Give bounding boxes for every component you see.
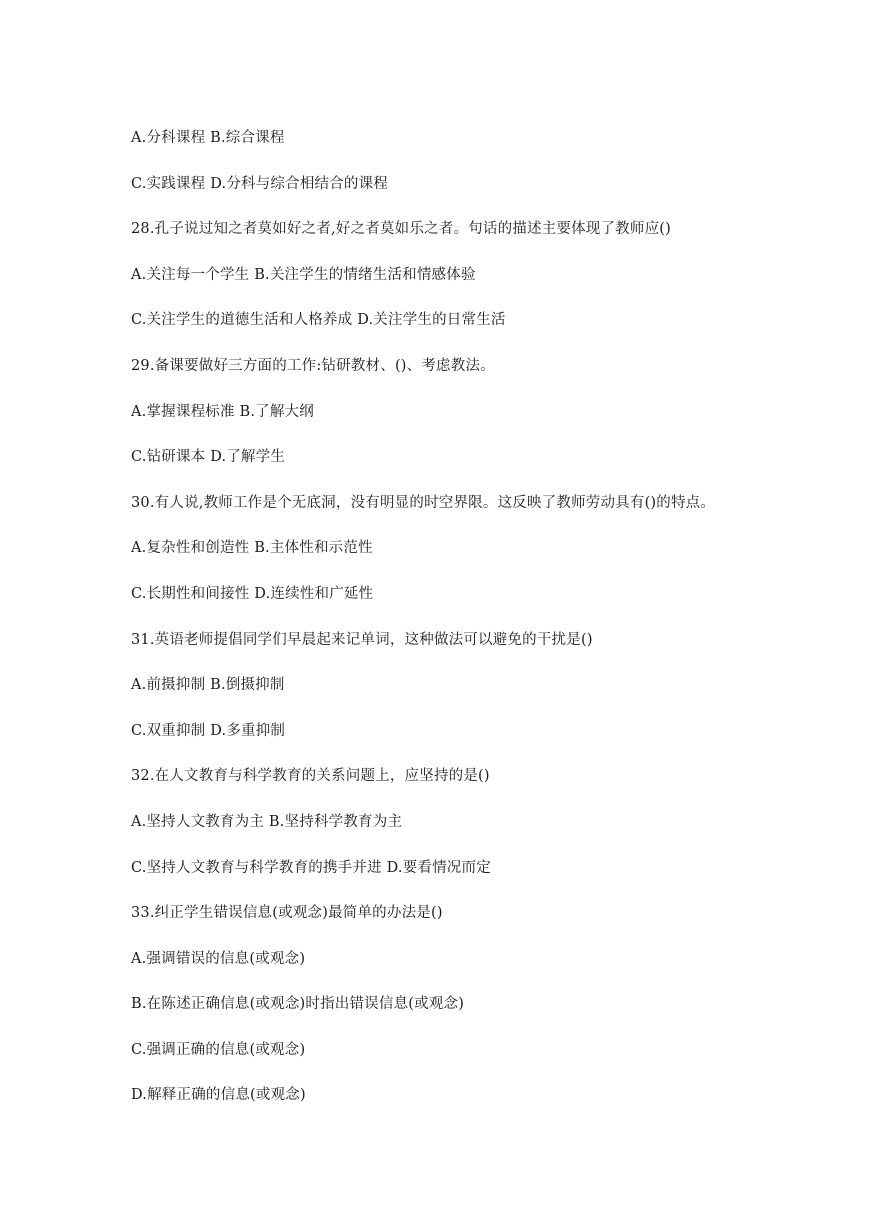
option-33-a: A.强调错误的信息(或观念) xyxy=(131,950,306,967)
option-line-32-cd: C.坚持人文教育与科学教育的携手并进 D.要看情况而定 xyxy=(131,859,491,876)
option-line-32-ab: A.坚持人文教育为主 B.坚持科学教育为主 xyxy=(131,813,403,830)
option-line-27-ab: A.分科课程 B.综合课程 xyxy=(131,130,285,146)
question-29: 29.备课要做好三方面的工作:钻研教材、()、考虑教法。 xyxy=(131,357,495,374)
option-line-29-ab: A.掌握课程标准 B.了解大纲 xyxy=(131,403,314,420)
question-30: 30.有人说,教师工作是个无底洞，没有明显的时空界限。这反映了教师劳动具有()的特点。 xyxy=(131,494,716,511)
option-line-30-ab: A.复杂性和创造性 B.主体性和示范性 xyxy=(131,540,373,557)
question-31: 31.英语老师提倡同学们早晨起来记单词，这种做法可以避免的干扰是() xyxy=(131,631,593,648)
option-33-d: D.解释正确的信息(或观念) xyxy=(131,1087,306,1104)
option-line-31-ab: A.前摄抑制 B.倒摄抑制 xyxy=(131,677,285,694)
option-line-29-cd: C.钻研课本 D.了解学生 xyxy=(131,449,286,466)
option-33-b: B.在陈述正确信息(或观念)时指出错误信息(或观念) xyxy=(131,996,465,1013)
option-33-c: C.强调正确的信息(或观念) xyxy=(131,1041,306,1058)
question-33: 33.纠正学生错误信息(或观念)最简单的办法是() xyxy=(131,905,443,922)
option-line-30-cd: C.长期性和间接性 D.连续性和广延性 xyxy=(131,585,374,602)
option-line-28-cd: C.关注学生的道德生活和人格养成 D.关注学生的日常生活 xyxy=(131,312,506,329)
option-line-31-cd: C.双重抑制 D.多重抑制 xyxy=(131,722,286,739)
option-line-27-cd: C.实践课程 D.分科与综合相结合的课程 xyxy=(131,175,389,192)
question-list xyxy=(131,126,771,1129)
option-line-28-ab: A.关注每一个学生 B.关注学生的情绪生活和情感体验 xyxy=(131,266,476,283)
question-28: 28.孔子说过知之者莫如好之者,好之者莫如乐之者。句话的描述主要体现了教师应() xyxy=(131,221,671,238)
question-32: 32.在人文教育与科学教育的关系问题上，应坚持的是() xyxy=(131,768,490,785)
